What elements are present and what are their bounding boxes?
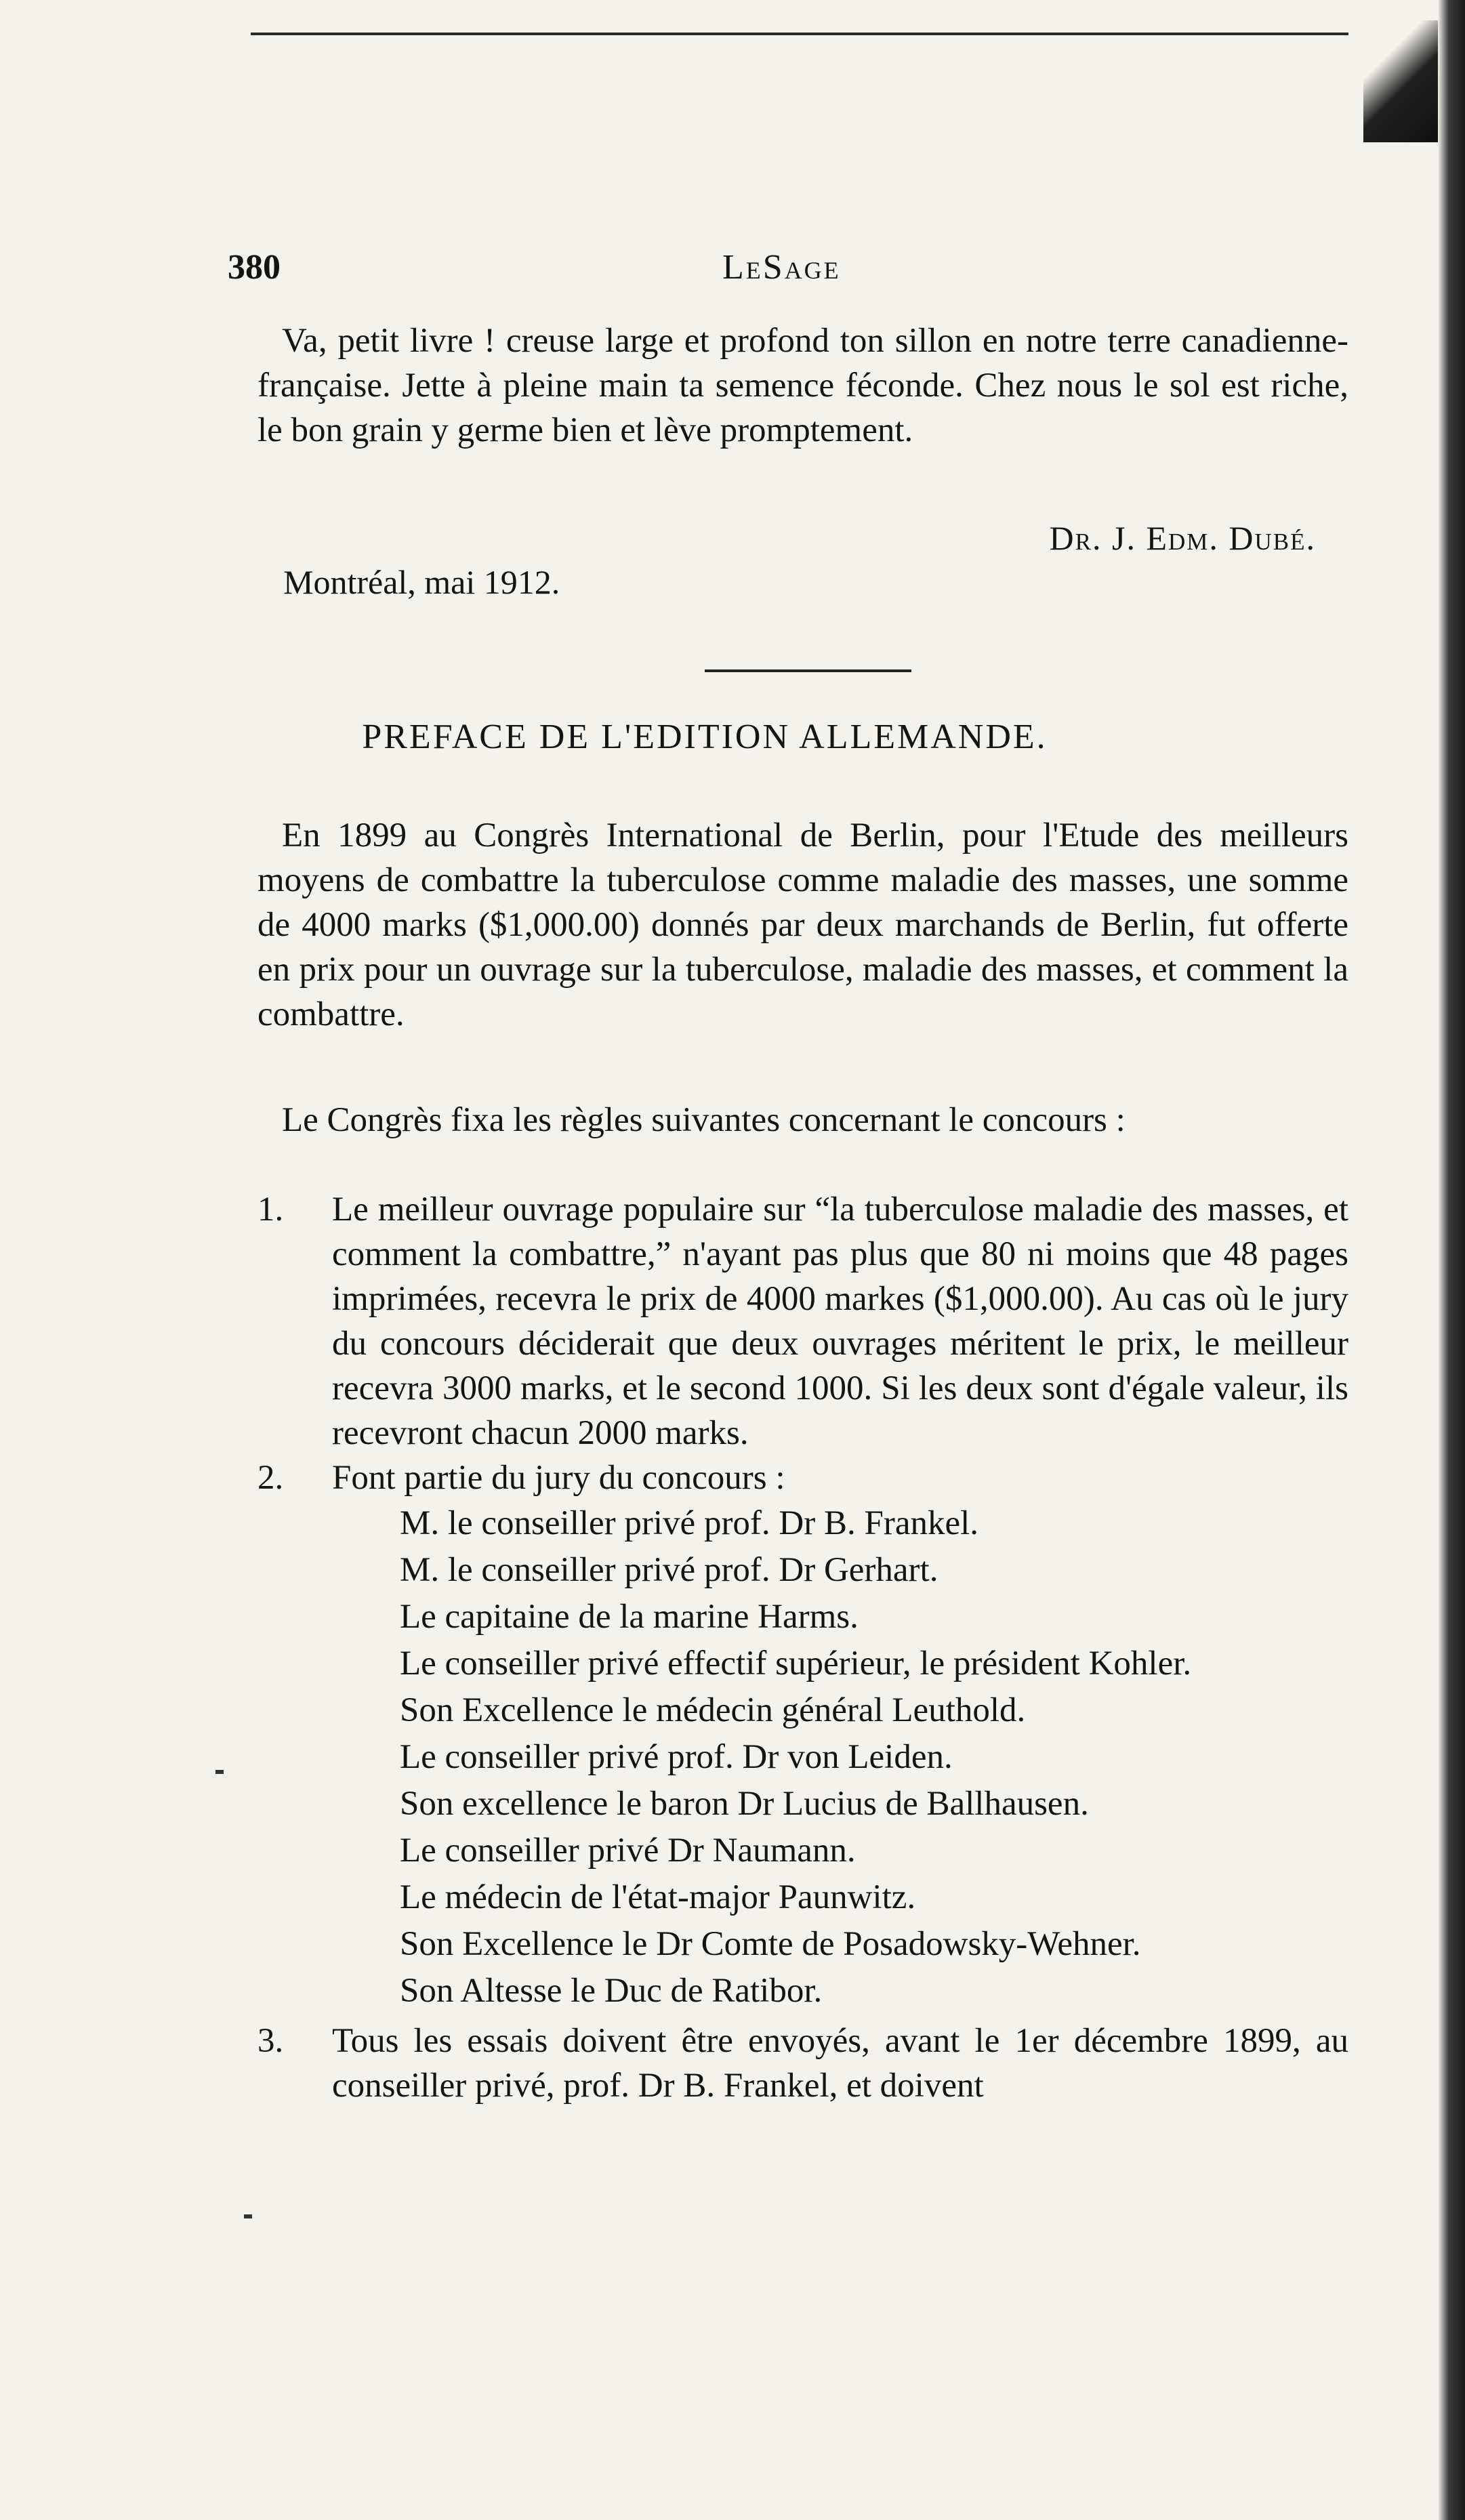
rule-number: 2. (257, 1459, 284, 1497)
jury-member: Son Excellence le Dr Comte de Posadowsky-Wehner. (400, 1925, 1141, 1963)
rule-text: Tous les essais doivent être envoyés, avant le 1er décembre 1899, au conseiller privé, prof. Dr B. Frankel, et doivent (332, 2022, 1348, 2105)
rule-item (257, 2019, 1348, 2108)
jury-member: Son Excellence le médecin général Leuthold. (400, 1691, 1026, 1729)
signature: Dr. J. Edm. Dubé. (1049, 519, 1316, 557)
binding-edge (1438, 0, 1465, 2520)
binding-shadow (1363, 20, 1438, 142)
rules-list (257, 1187, 1348, 2108)
rule-text: Le meilleur ouvrage populaire sur “la tuberculose maladie des masses, et comment la combattre,” n'ayant pas plus que 80 ni moins que 48 pages imprimées, recevra le prix de 4000 markes ($1,000.00). Au cas où le jury du concours déciderait que deux ouvrages méritent le prix, le meilleur recevra 3000 marks, et le second 1000. Si les deux sont d'égale valeur, ils recevront chacun 2000 marks. (332, 1191, 1348, 1452)
top-rule (251, 33, 1348, 35)
jury-member: M. le conseiller privé prof. Dr B. Frankel. (400, 1504, 979, 1542)
jury-member: Le médecin de l'état-major Paunwitz. (400, 1878, 916, 1916)
page-number: 380 (228, 248, 281, 287)
section-divider (705, 669, 911, 672)
jury-list (332, 1500, 1348, 2015)
rules-intro: Le Congrès fixa les règles suivantes concernant le concours : (282, 1101, 1126, 1139)
rule-number: 1. (257, 1191, 284, 1228)
rule-number: 3. (257, 2022, 284, 2060)
jury-member: Le conseiller privé Dr Naumann. (400, 1832, 856, 1870)
intro-paragraph: Va, petit livre ! creuse large et profond ton sillon en notre terre canadienne-française. Jette à pleine main ta semence féconde. Chez nous le sol est riche, le bon grain y germe bien et lève promptement. (257, 322, 1348, 449)
jury-member: Le conseiller privé prof. Dr von Leiden. (400, 1738, 953, 1776)
rule-item (257, 1187, 1348, 1455)
running-head: LeSage (722, 248, 841, 287)
jury-member: Le conseiller privé effectif supérieur, le président Kohler. (400, 1645, 1192, 1682)
jury-member: Le capitaine de la marine Harms. (400, 1598, 859, 1636)
jury-member: M. le conseiller privé prof. Dr Gerhart. (400, 1551, 938, 1589)
page-header (228, 247, 1353, 288)
jury-member: Son Altesse le Duc de Ratibor. (400, 1972, 823, 2010)
rule-item (257, 1455, 1348, 2015)
dateline: Montréal, mai 1912. (283, 563, 560, 601)
jury-member: Son excellence le baron Dr Lucius de Ballhausen. (400, 1785, 1089, 1823)
preface-paragraph: En 1899 au Congrès International de Berlin, pour l'Etude des meilleurs moyens de combattre la tuberculose comme maladie des masses, une somme de 4000 marks ($1,000.00) donnés par deux marchands de Berlin, fut offerte en prix pour un ouvrage sur la tuberculose, maladie des masses, et comment la combattre. (257, 817, 1348, 1033)
section-title: PREFACE DE L'EDITION ALLEMANDE. (362, 718, 1048, 756)
ink-speck (244, 2214, 252, 2218)
rule-text: Font partie du jury du concours : (332, 1459, 785, 1497)
ink-speck (215, 1770, 224, 1774)
